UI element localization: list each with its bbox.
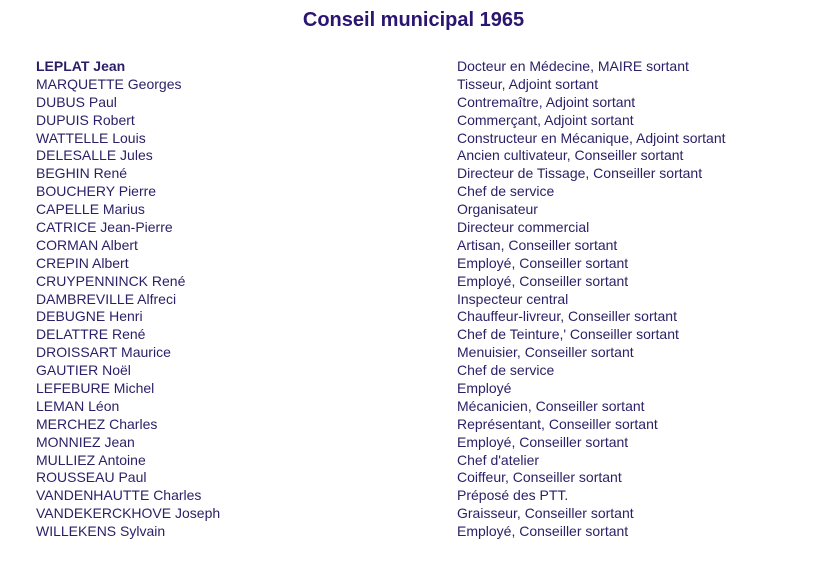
member-name: WATTELLE Louis bbox=[36, 129, 146, 146]
member-role: Chauffeur-livreur, Conseiller sortant bbox=[457, 308, 677, 325]
member-name: ROUSSEAU Paul bbox=[36, 469, 147, 486]
list-item bbox=[36, 182, 796, 200]
member-role: Mécanicien, Conseiller sortant bbox=[457, 397, 645, 414]
member-name: DELESALLE Jules bbox=[36, 147, 153, 164]
member-role: Commerçant, Adjoint sortant bbox=[457, 111, 634, 128]
list-item bbox=[36, 290, 796, 308]
member-role: Chef de service bbox=[457, 362, 555, 379]
member-name: LEFEBURE Michel bbox=[36, 380, 155, 397]
list-item bbox=[36, 504, 796, 522]
member-name: CREPIN Albert bbox=[36, 254, 129, 271]
member-role: Organisateur bbox=[457, 201, 538, 218]
member-name: DELATTRE René bbox=[36, 326, 146, 343]
page-title: Conseil municipal 1965 bbox=[302, 9, 525, 31]
list-item bbox=[36, 468, 796, 486]
member-role: Ancien cultivateur, Conseiller sortant bbox=[457, 147, 684, 164]
list-item bbox=[36, 343, 796, 361]
member-role: Constructeur en Mécanique, Adjoint sortant bbox=[457, 129, 726, 146]
member-name: MONNIEZ Jean bbox=[36, 433, 135, 450]
list-item bbox=[36, 522, 796, 540]
member-name: CAPELLE Marius bbox=[36, 201, 145, 218]
member-name: MULLIEZ Antoine bbox=[36, 451, 146, 468]
list-item bbox=[36, 433, 796, 451]
member-name: VANDEKERCKHOVE Joseph bbox=[36, 505, 221, 522]
member-role: Coiffeur, Conseiller sortant bbox=[457, 469, 622, 486]
list-item bbox=[36, 111, 796, 129]
member-role: Docteur en Médecine, MAIRE sortant bbox=[457, 58, 689, 74]
member-name: MARQUETTE Georges bbox=[36, 75, 182, 92]
list-item bbox=[36, 486, 796, 504]
member-role: Menuisier, Conseiller sortant bbox=[457, 344, 634, 361]
list-item bbox=[36, 75, 796, 93]
list-item bbox=[36, 397, 796, 415]
member-role: Employé, Conseiller sortant bbox=[457, 254, 629, 271]
list-item bbox=[36, 379, 796, 397]
member-role: Chef de service bbox=[457, 183, 555, 200]
member-role: Chef de Teinture,' Conseiller sortant bbox=[457, 326, 679, 343]
list-item bbox=[36, 146, 796, 164]
member-role: Inspecteur central bbox=[457, 290, 569, 307]
member-role: Graisseur, Conseiller sortant bbox=[457, 505, 634, 522]
member-name: DROISSART Maurice bbox=[36, 344, 171, 361]
member-name: LEPLAT Jean bbox=[36, 58, 126, 74]
member-name: GAUTIER Noël bbox=[36, 362, 131, 379]
member-role: Tisseur, Adjoint sortant bbox=[457, 75, 599, 92]
list-item bbox=[36, 307, 796, 325]
member-name: CRUYPENNINCK René bbox=[36, 272, 186, 289]
member-role: Préposé des PTT. bbox=[457, 487, 569, 504]
list-item bbox=[36, 129, 796, 147]
member-name: CORMAN Albert bbox=[36, 236, 138, 253]
member-name: CATRICE Jean-Pierre bbox=[36, 219, 173, 236]
member-role: Employé, Conseiller sortant bbox=[457, 433, 629, 450]
member-role: Contremaître, Adjoint sortant bbox=[457, 93, 636, 110]
list-item bbox=[36, 361, 796, 379]
list-item bbox=[36, 93, 796, 111]
member-role: Directeur commercial bbox=[457, 219, 590, 236]
member-role: Chef d'atelier bbox=[457, 451, 540, 468]
member-name: BOUCHERY Pierre bbox=[36, 183, 157, 200]
member-role: Employé bbox=[457, 380, 512, 397]
member-name: DEBUGNE Henri bbox=[36, 308, 143, 325]
list-item bbox=[36, 200, 796, 218]
member-name: BEGHIN René bbox=[36, 165, 128, 182]
list-item bbox=[36, 325, 796, 343]
member-name: DAMBREVILLE Alfreci bbox=[36, 290, 177, 307]
member-role: Représentant, Conseiller sortant bbox=[457, 415, 658, 432]
member-role: Directeur de Tissage, Conseiller sortant bbox=[457, 165, 703, 182]
council-member-list bbox=[36, 57, 796, 540]
member-name: DUPUIS Robert bbox=[36, 111, 135, 128]
member-name: VANDENHAUTTE Charles bbox=[36, 487, 202, 504]
list-item bbox=[36, 164, 796, 182]
member-role: Employé, Conseiller sortant bbox=[457, 523, 629, 540]
member-name: DUBUS Paul bbox=[36, 93, 117, 110]
list-item bbox=[36, 218, 796, 236]
member-name: MERCHEZ Charles bbox=[36, 415, 158, 432]
list-item bbox=[36, 236, 796, 254]
list-item bbox=[36, 272, 796, 290]
list-item bbox=[36, 451, 796, 469]
list-item bbox=[36, 57, 796, 75]
member-name: WILLEKENS Sylvain bbox=[36, 523, 166, 540]
member-name: LEMAN Léon bbox=[36, 397, 120, 414]
member-role: Artisan, Conseiller sortant bbox=[457, 236, 618, 253]
member-role: Employé, Conseiller sortant bbox=[457, 272, 629, 289]
list-item bbox=[36, 415, 796, 433]
list-item bbox=[36, 254, 796, 272]
